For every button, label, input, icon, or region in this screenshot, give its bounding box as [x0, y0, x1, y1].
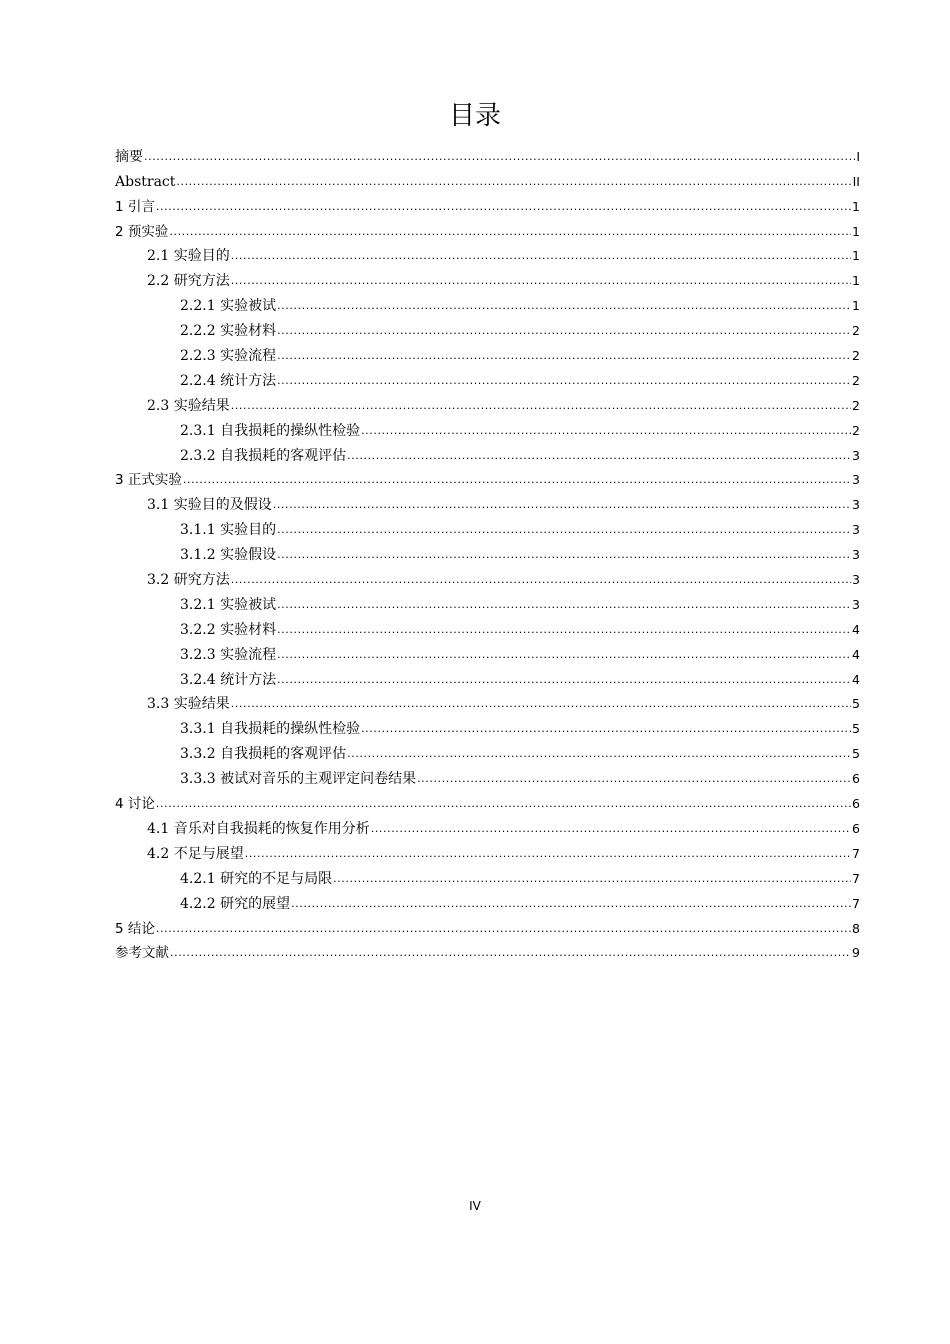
toc-leader-dots [144, 148, 855, 166]
toc-entry-label: 2.2.4 统计方法 [180, 372, 277, 389]
toc-entry[interactable] [115, 564, 860, 589]
toc-entry-page: 6 [852, 796, 860, 812]
toc-leader-dots [231, 247, 851, 265]
toc-leader-dots [347, 447, 851, 465]
toc-leader-dots [156, 920, 851, 938]
toc-entry-page: 2 [852, 372, 860, 388]
toc-entry[interactable] [115, 664, 860, 689]
toc-leader-dots [361, 720, 851, 738]
toc-entry-label: 3.1 实验目的及假设 [147, 497, 272, 514]
toc-leader-dots [183, 471, 851, 489]
toc-entry-page: 4 [852, 671, 860, 687]
toc-leader-dots [291, 895, 851, 913]
toc-entry-page: I [856, 148, 860, 164]
toc-entry[interactable] [115, 265, 860, 290]
toc-leader-dots [277, 521, 851, 539]
toc-entry-page: 1 [852, 298, 860, 314]
toc-entry-page: 4 [852, 646, 860, 662]
toc-entry-label: 2.2.3 实验流程 [180, 348, 277, 365]
toc-entry-label: 2.1 实验目的 [147, 248, 230, 265]
toc-entry[interactable] [115, 166, 860, 191]
toc-entry-label: 2 预实验 [115, 223, 169, 240]
toc-entry-label: 4.2 不足与展望 [147, 845, 244, 862]
toc-entry-label: 4.2.1 研究的不足与局限 [180, 870, 333, 887]
toc-entry[interactable] [115, 539, 860, 564]
toc-leader-dots [277, 347, 851, 365]
toc-entry-page: 4 [852, 621, 860, 637]
toc-entry-page: 9 [852, 945, 860, 961]
toc-leader-dots [277, 297, 851, 315]
toc-entry[interactable] [115, 465, 860, 490]
page-number-footer: IV [469, 1199, 481, 1213]
toc-entry[interactable] [115, 340, 860, 365]
toc-leader-dots [231, 695, 851, 713]
toc-entry-page: 3 [852, 547, 860, 563]
toc-entry-page: 7 [852, 895, 860, 911]
toc-entry-label: 3.3 实验结果 [147, 696, 230, 713]
toc-entry[interactable] [115, 514, 860, 539]
toc-entry[interactable] [115, 390, 860, 415]
toc-entry-page: 7 [852, 870, 860, 886]
toc-leader-dots [231, 272, 851, 290]
toc-entry-label: 4.2.2 研究的展望 [180, 895, 291, 912]
toc-entry[interactable] [115, 639, 860, 664]
toc-entry-label: 4 讨论 [115, 796, 155, 813]
toc-entry[interactable] [115, 440, 860, 465]
toc-entry-page: 2 [852, 422, 860, 438]
toc-entry-label: 参考文献 [115, 945, 169, 962]
toc-entry-page: 5 [852, 696, 860, 712]
toc-entry-page: II [852, 173, 860, 189]
toc-entry-label: 3.2 研究方法 [147, 572, 230, 589]
toc-entry-label: 2.3 实验结果 [147, 397, 230, 414]
toc-entry-label: 5 结论 [115, 920, 155, 937]
toc-entry-page: 3 [852, 572, 860, 588]
toc-leader-dots [176, 173, 851, 191]
toc-entry-page: 1 [852, 248, 860, 264]
toc-leader-dots [371, 820, 851, 838]
toc-entry-page: 3 [852, 472, 860, 488]
toc-leader-dots [361, 422, 851, 440]
toc-entry[interactable] [115, 315, 860, 340]
toc-entry-label: 3.2.3 实验流程 [180, 646, 277, 663]
toc-leader-dots [347, 745, 851, 763]
toc-entry-label: 3 正式实验 [115, 472, 182, 489]
toc-entry[interactable] [115, 191, 860, 216]
toc-entry[interactable] [115, 415, 860, 440]
toc-entry-page: 1 [852, 198, 860, 214]
toc-entry-label: 1 引言 [115, 198, 155, 215]
toc-entry[interactable] [115, 788, 860, 813]
toc-entry[interactable] [115, 689, 860, 714]
toc-entry-page: 5 [852, 746, 860, 762]
toc-leader-dots [277, 322, 851, 340]
toc-entry-page: 3 [852, 497, 860, 513]
toc-entry[interactable] [115, 241, 860, 266]
toc-entry[interactable] [115, 863, 860, 888]
toc-entry[interactable] [115, 913, 860, 938]
toc-entry-page: 3 [852, 596, 860, 612]
toc-leader-dots [273, 496, 851, 514]
toc-leader-dots [156, 795, 851, 813]
toc-leader-dots [277, 596, 851, 614]
toc-leader-dots [156, 198, 851, 216]
toc-entry-label: 2.3.2 自我损耗的客观评估 [180, 447, 347, 464]
toc-entry-label: 3.2.2 实验材料 [180, 621, 277, 638]
toc-leader-dots [277, 621, 851, 639]
toc-leader-dots [231, 397, 851, 415]
toc-entry[interactable] [115, 838, 860, 863]
toc-entry-label: 2.2.1 实验被试 [180, 298, 277, 315]
toc-entry-label: 3.1.1 实验目的 [180, 522, 277, 539]
table-of-contents [115, 141, 860, 962]
toc-leader-dots [169, 223, 851, 241]
toc-entry[interactable] [115, 813, 860, 838]
toc-entry-label: 3.2.1 实验被试 [180, 596, 277, 613]
toc-entry[interactable] [115, 589, 860, 614]
toc-leader-dots [170, 944, 851, 962]
toc-entry-page: 3 [852, 522, 860, 538]
toc-leader-dots [277, 372, 851, 390]
toc-entry[interactable] [115, 216, 860, 241]
toc-entry-page: 6 [852, 820, 860, 836]
toc-entry-label: 2.2 研究方法 [147, 273, 230, 290]
toc-leader-dots [333, 870, 851, 888]
toc-entry[interactable] [115, 614, 860, 639]
toc-entry-label: 3.2.4 统计方法 [180, 671, 277, 688]
toc-entry[interactable] [115, 290, 860, 315]
toc-entry-page: 1 [852, 273, 860, 289]
toc-leader-dots [277, 546, 851, 564]
toc-entry[interactable] [115, 365, 860, 390]
toc-entry[interactable] [115, 763, 860, 788]
toc-entry-label: 2.2.2 实验材料 [180, 323, 277, 340]
toc-title: 目录 [448, 101, 501, 131]
toc-entry-label: 4.1 音乐对自我损耗的恢复作用分析 [147, 820, 370, 837]
toc-entry-page: 3 [852, 447, 860, 463]
toc-entry-page: 2 [852, 397, 860, 413]
toc-entry[interactable] [115, 738, 860, 763]
toc-entry-page: 5 [852, 721, 860, 737]
toc-entry-page: 7 [852, 845, 860, 861]
toc-leader-dots [277, 671, 851, 689]
toc-entry[interactable] [115, 888, 860, 913]
toc-entry[interactable] [115, 938, 860, 963]
toc-entry-page: 6 [852, 771, 860, 787]
toc-entry-label: 3.3.3 被试对音乐的主观评定问卷结果 [180, 771, 417, 788]
toc-entry-page: 1 [852, 223, 860, 239]
toc-entry-label: 摘要 [115, 148, 143, 165]
toc-leader-dots [245, 845, 851, 863]
toc-entry-page: 8 [852, 920, 860, 936]
toc-entry-label: Abstract [115, 173, 176, 190]
toc-entry-label: 3.1.2 实验假设 [180, 547, 277, 564]
toc-entry-page: 2 [852, 323, 860, 339]
toc-entry-page: 2 [852, 348, 860, 364]
toc-entry-label: 3.3.1 自我损耗的操纵性检验 [180, 721, 361, 738]
toc-leader-dots [231, 571, 851, 589]
toc-entry[interactable] [115, 489, 860, 514]
toc-entry[interactable] [115, 713, 860, 738]
toc-entry-label: 3.3.2 自我损耗的客观评估 [180, 746, 347, 763]
toc-entry-label: 2.3.1 自我损耗的操纵性检验 [180, 422, 361, 439]
toc-leader-dots [277, 646, 851, 664]
toc-entry[interactable] [115, 141, 860, 166]
toc-leader-dots [417, 770, 851, 788]
